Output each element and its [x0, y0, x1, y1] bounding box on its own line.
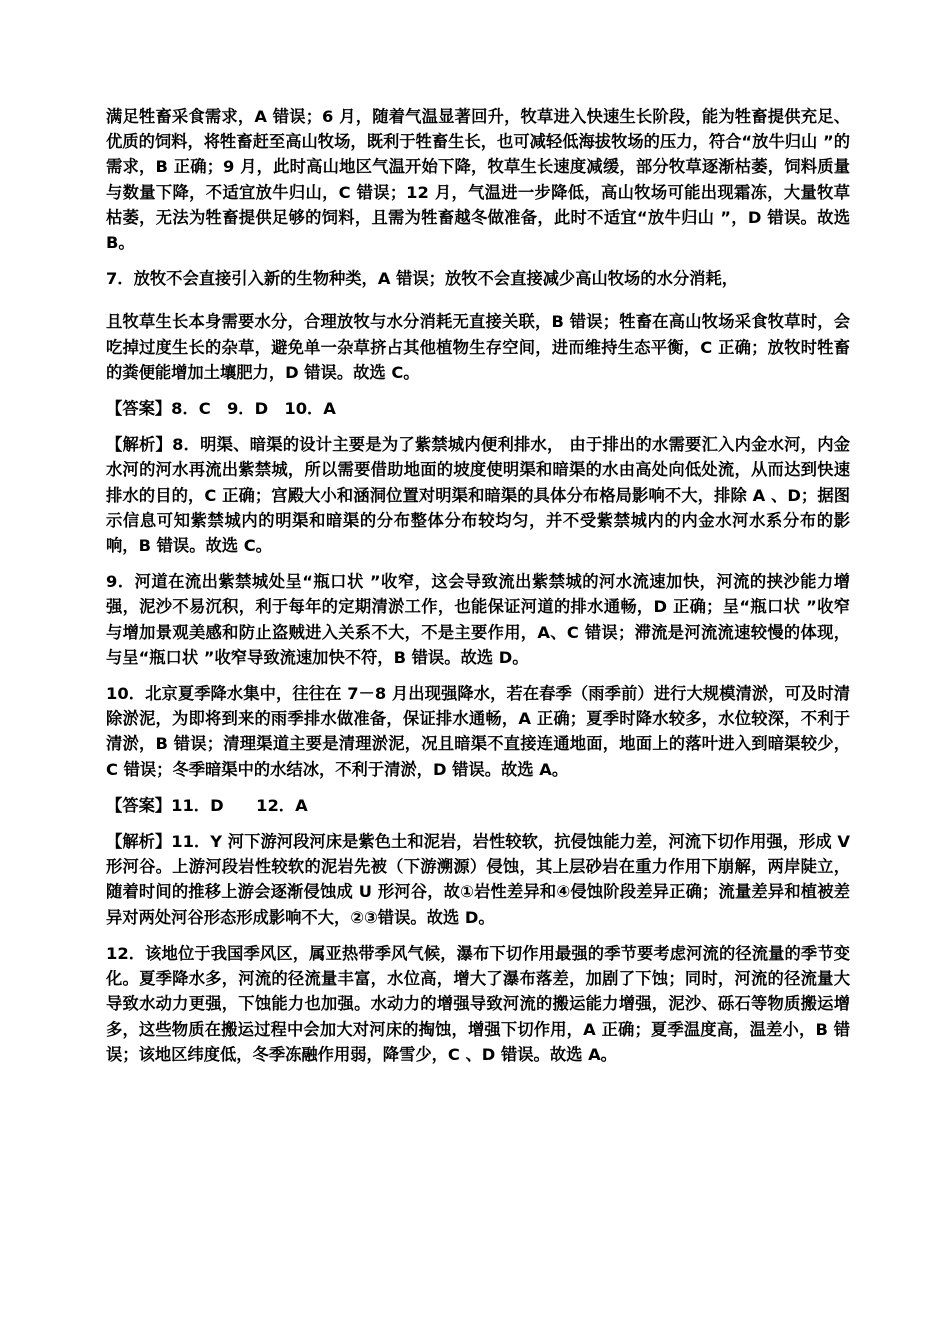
answer-line-11-12: 【答案】11．D 12．A [106, 795, 308, 815]
document-page [106, 104, 850, 1078]
answer-line-8-10: 【答案】8．C 9．D 10．A [106, 399, 336, 419]
paragraph-q7: 7．放牧不会直接引入新的生物种类，A 错误；放牧不会直接减少高山牧场的水分消耗， [106, 269, 739, 289]
paragraph-q12: 12．该地位于我国季风区，属亚热带季风气候，瀑布下切作用最强的季节要考虑河流的径流量的季节变化。夏季降水多，河流的径流量丰富，水位高，增大了瀑布落差，加剧了下蚀；同时，河流的径流量大导致水动力更强，下蚀能力也加强。水动力的增强导致河流的搬运能力增强，泥沙、砾石等物质搬运增多，这些物质在搬运过程中会加大对河床的掏蚀，增强下切作用，A 正确；夏季温度高，温差小，B 错误；该地区纬度低，冬季冻融作用弱，降雪少，C 、D 错误。故选 A。 [106, 943, 850, 1064]
paragraph-q10: 10．北京夏季降水集中，往往在 7－8 月出现强降水，若在春季（雨季前）进行大规模清淤，可及时清除淤泥，为即将到来的雨季排水做准备，保证排水通畅，A 正确；夏季时降水较多，水位较深，不利于清淤，B 错误；清理渠道主要是清理淤泥，况且暗渠不直接连通地面，地面上的落叶进入到暗渠较少，C 错误；冬季暗渠中的水结冰，不利于清淤，D 错误。故选 A。 [106, 684, 850, 779]
paragraph-q6-continued: 满足牲畜采食需求，A 错误；6 月，随着气温显著回升，牧草进入快速生长阶段，能为牲畜提供充足、优质的饲料，将牲畜赶至高山牧场，既利于牲畜生长，也可减轻低海拔牧场的压力，符合“放牛归山 ”的需求，B 正确；9 月，此时高山地区气温开始下降，牧草生长速度减缓，部分牧草逐渐枯萎，饲料质量与数量下降，不适宜放牛归山，C 错误；12 月，气温进一步降低，高山牧场可能出现霜冻，大量牧草枯萎，无法为牲畜提供足够的饲料，且需为牲畜越冬做准备，此时不适宜“放牛归山 ”，D 错误。故选 B。 [106, 107, 850, 253]
paragraph-q9: 9．河道在流出紫禁城处呈“瓶口状 ”收窄，这会导致流出紫禁城的河水流速加快，河流的挟沙能力增强，泥沙不易沉积，利于每年的定期清淤工作，也能保证河道的排水通畅，D 正确；呈“瓶口状 ”收窄与增加景观美感和防止盗贼进入关系不大，不是主要作用，A、C 错误；滞流是河流流速较慢的体现，与呈“瓶口状 ”收窄导致流速加快不符，B 错误。故选 D。 [106, 572, 850, 667]
paragraph-q8-analysis: 【解析】8．明渠、暗渠的设计主要是为了紫禁城内便利排水， 由于排出的水需要汇入内金水河，内金水河的河水再流出紫禁城，所以需要借助地面的坡度使明渠和暗渠的水由高处向低处流，从而达到快速排水的目的，C 正确；宫殿大小和涵洞位置对明渠和暗渠的具体分布格局影响不大，排除 A 、D；据图示信息可知紫禁城内的明渠和暗渠的分布整体分布较均匀，并不受紫禁城内的内金水河水系分布的影响，B 错误。故选 C。 [106, 435, 850, 556]
paragraph-q11-analysis: 【解析】11．Y 河下游河段河床是紫色土和泥岩，岩性较软，抗侵蚀能力差，河流下切作用强，形成 V 形河谷。上游河段岩性较软的泥岩先被（下游溯源）侵蚀，其上层砂岩在重力作用下崩解，两岸陡立，随着时间的推移上游会逐渐侵蚀成 U 形河谷，故①岩性差异和④侵蚀阶段差异正确；流量差异和植被差异对两处河谷形态形成影响不大，②③错误。故选 D。 [106, 832, 850, 927]
paragraph-q7-continued: 且牧草生长本身需要水分，合理放牧与水分消耗无直接关联，B 错误；牲畜在高山牧场采食牧草时，会吃掉过度生长的杂草，避免单一杂草挤占其他植物生存空间，进而维持生态平衡，C 正确；放牧时牲畜的粪便能增加土壤肥力，D 错误。故选 C。 [106, 312, 850, 382]
